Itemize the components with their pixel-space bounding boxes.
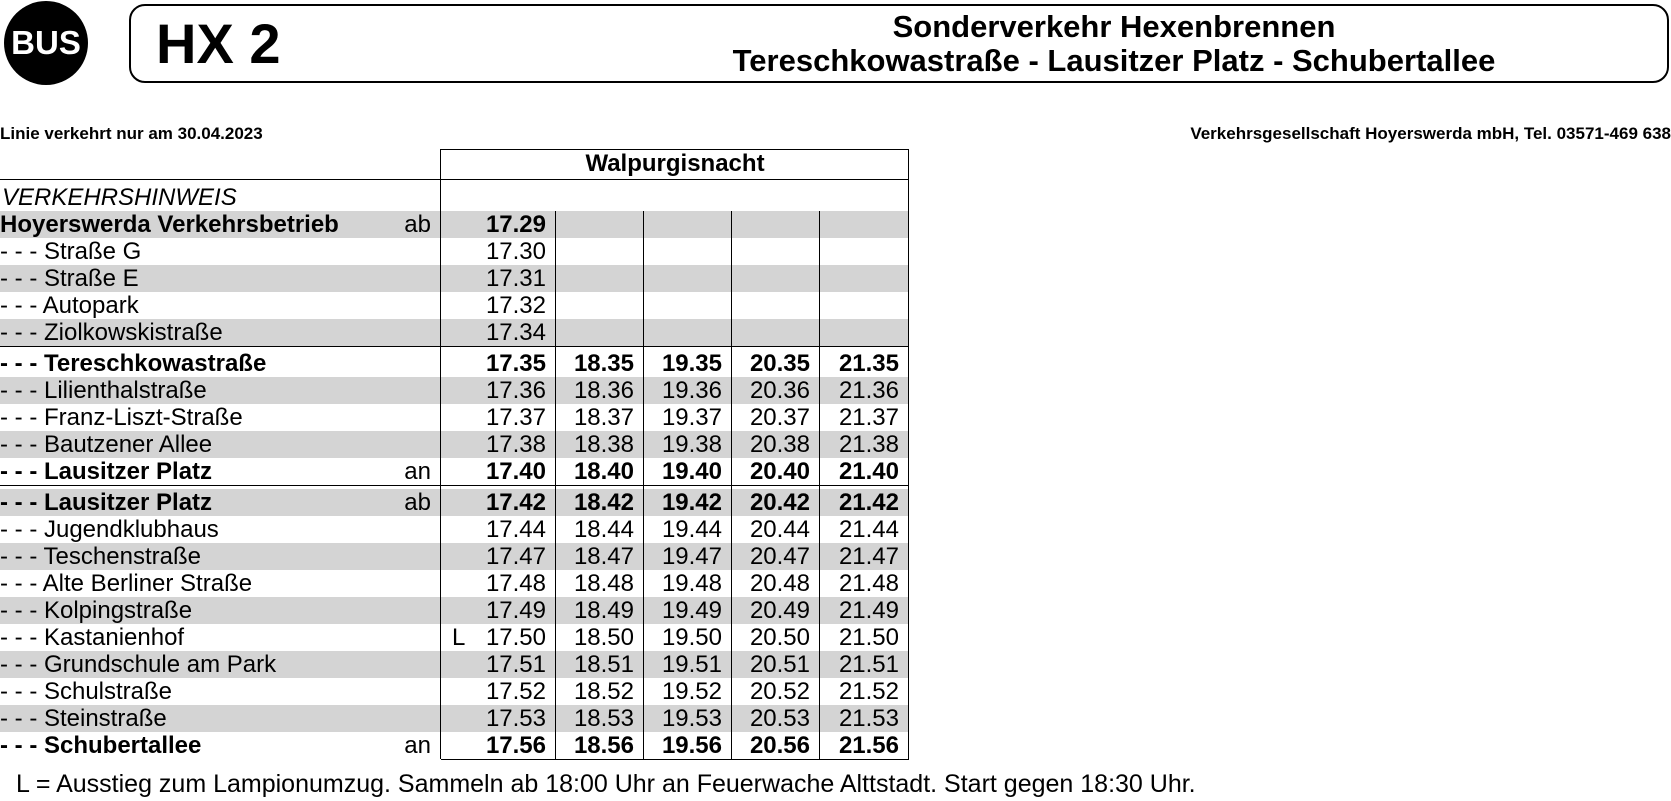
table-row — [0, 570, 909, 597]
table-row — [0, 431, 909, 458]
departure-time — [820, 292, 909, 319]
departure-time: 21.42 — [838, 489, 899, 516]
departure-time: 19.56 — [661, 732, 722, 759]
departure-time: 21.52 — [838, 678, 899, 705]
table-row — [0, 651, 909, 678]
stop-name: - - - Ziolkowskistraße — [0, 319, 223, 346]
stop-name: - - - Tereschkowastraße — [0, 350, 267, 377]
departure-time: 17.56 — [485, 732, 546, 759]
departure-time: 21.37 — [838, 404, 899, 431]
departure-time: 21.38 — [838, 431, 899, 458]
stop-direction: an — [404, 458, 431, 485]
stop-name: - - - Lausitzer Platz — [0, 489, 213, 516]
table-rule — [441, 759, 909, 760]
departure-time: 20.38 — [749, 431, 810, 458]
table-rule — [819, 211, 820, 759]
departure-time: 21.40 — [838, 458, 899, 485]
departure-time: 17.53 — [485, 705, 546, 732]
departure-time: 20.53 — [749, 705, 810, 732]
table-row — [0, 404, 909, 431]
departure-time: 21.56 — [838, 732, 899, 759]
stop-direction: ab — [404, 211, 431, 238]
departure-time: 19.50 — [661, 624, 722, 651]
table-row — [0, 292, 909, 319]
table-row — [0, 597, 909, 624]
departure-time: 19.44 — [661, 516, 722, 543]
stop-name: - - - Schubertallee — [0, 732, 202, 759]
departure-time: 21.51 — [838, 651, 899, 678]
table-rule — [731, 211, 732, 759]
table-rule — [908, 149, 909, 759]
stop-name: - - - Franz-Liszt-Straße — [0, 404, 243, 431]
footnote: L = Ausstieg zum Lampionumzug. Sammeln ab 18:00 Uhr an Feuerwache Alttstadt. Start gegen 18:30 Uhr. — [16, 770, 1196, 798]
table-row — [0, 458, 909, 485]
departure-time: 20.35 — [749, 350, 810, 377]
departure-time — [732, 265, 820, 292]
departure-time: 17.44 — [485, 516, 546, 543]
departure-time: 18.35 — [573, 350, 634, 377]
stop-name: - - - Alte Berliner Straße — [0, 570, 253, 597]
stop-name: - - - Lausitzer Platz — [0, 458, 213, 485]
departure-time — [556, 211, 644, 238]
departure-time: 20.47 — [749, 543, 810, 570]
table-rule — [440, 149, 441, 759]
route-title-line2: Tereschkowastraße - Lausitzer Platz - Schubertallee — [732, 43, 1496, 78]
departure-time: 21.36 — [838, 377, 899, 404]
stop-name: - - - Kastanienhof — [0, 624, 185, 651]
departure-time: 18.44 — [573, 516, 634, 543]
table-row — [0, 350, 909, 377]
departure-time: 18.40 — [573, 458, 634, 485]
table-row — [0, 678, 909, 705]
table-row — [0, 732, 909, 759]
departure-time: 19.49 — [661, 597, 722, 624]
departure-time: 18.48 — [573, 570, 634, 597]
departure-time: 20.48 — [749, 570, 810, 597]
departure-time: 21.49 — [838, 597, 899, 624]
departure-time: 17.38 — [485, 431, 546, 458]
departure-time: 17.36 — [485, 377, 546, 404]
departure-time: 19.40 — [661, 458, 722, 485]
departure-time: 20.49 — [749, 597, 810, 624]
departure-time: 17.47 — [485, 543, 546, 570]
departure-time: 17.50 — [485, 624, 546, 651]
departure-time: 17.32 — [485, 292, 546, 319]
departure-time: 18.50 — [573, 624, 634, 651]
departure-time: 17.37 — [485, 404, 546, 431]
departure-time: 21.44 — [838, 516, 899, 543]
departure-time — [556, 238, 644, 265]
stop-name: - - - Autopark — [0, 292, 139, 319]
validity-note: Linie verkehrt nur am 30.04.2023 — [0, 124, 263, 143]
table-rule — [0, 346, 909, 347]
departure-time: 19.48 — [661, 570, 722, 597]
departure-time: 21.35 — [838, 350, 899, 377]
table-row — [0, 624, 909, 651]
departure-time: 19.52 — [661, 678, 722, 705]
departure-time: 18.56 — [573, 732, 634, 759]
departure-time — [732, 211, 820, 238]
stop-direction: an — [404, 732, 431, 759]
departure-time: 17.52 — [485, 678, 546, 705]
departure-time: 18.36 — [573, 377, 634, 404]
departure-time: 18.42 — [573, 489, 634, 516]
table-row — [0, 211, 909, 238]
departure-time: 20.50 — [749, 624, 810, 651]
table-row — [0, 377, 909, 404]
departure-time: 18.47 — [573, 543, 634, 570]
departure-time — [644, 319, 732, 346]
stop-name: - - - Straße E — [0, 265, 139, 292]
departure-time: 20.56 — [749, 732, 810, 759]
operator-note: Verkehrsgesellschaft Hoyerswerda mbH, Tel. 03571-469 638 — [1190, 124, 1671, 143]
departure-time: 20.52 — [749, 678, 810, 705]
departure-time: 17.40 — [485, 458, 546, 485]
departure-time: 17.29 — [485, 211, 546, 238]
departure-time — [820, 211, 909, 238]
departure-time — [556, 319, 644, 346]
table-rule — [643, 211, 644, 759]
departure-time: 19.42 — [661, 489, 722, 516]
departure-time: 19.35 — [661, 350, 722, 377]
departure-time: 19.37 — [661, 404, 722, 431]
route-title-line1: Sonderverkehr Hexenbrennen — [892, 9, 1336, 44]
departure-time: 18.38 — [573, 431, 634, 458]
stop-name: - - - Straße G — [0, 238, 142, 265]
departure-time — [820, 319, 909, 346]
departure-time: 21.50 — [838, 624, 899, 651]
departure-time — [644, 238, 732, 265]
departure-time: 17.35 — [485, 350, 546, 377]
table-row — [0, 705, 909, 732]
departure-time — [556, 292, 644, 319]
departure-time: 18.49 — [573, 597, 634, 624]
notice-label: VERKEHRSHINWEIS — [2, 184, 237, 211]
departure-time: 21.47 — [838, 543, 899, 570]
stop-name: - - - Kolpingstraße — [0, 597, 193, 624]
departure-time: 19.36 — [661, 377, 722, 404]
timetable — [0, 149, 910, 759]
stop-name: - - - Bautzener Allee — [0, 431, 213, 458]
departure-time — [820, 238, 909, 265]
line-number: HX 2 — [156, 12, 281, 75]
route-header — [129, 4, 1669, 83]
table-rule — [555, 211, 556, 759]
departure-time: 20.44 — [749, 516, 810, 543]
departure-time: 18.37 — [573, 404, 634, 431]
stop-name: Hoyerswerda Verkehrsbetrieb — [0, 211, 339, 238]
departure-time — [644, 292, 732, 319]
table-row — [0, 543, 909, 570]
stop-name: - - - Schulstraße — [0, 678, 173, 705]
stop-name: - - - Steinstraße — [0, 705, 167, 732]
departure-time: 18.51 — [573, 651, 634, 678]
departure-time: 20.51 — [749, 651, 810, 678]
table-rule — [441, 149, 909, 150]
departure-time: 19.53 — [661, 705, 722, 732]
footnote-mark: L — [452, 624, 466, 651]
route-title — [561, 10, 1667, 78]
departure-time: 20.36 — [749, 377, 810, 404]
table-row — [0, 516, 909, 543]
bus-logo-icon: BUS — [4, 1, 88, 85]
departure-time — [820, 265, 909, 292]
departure-time: 19.47 — [661, 543, 722, 570]
departure-time: 17.34 — [485, 319, 546, 346]
departure-time: 19.38 — [661, 431, 722, 458]
table-row — [0, 489, 909, 516]
departure-time — [732, 238, 820, 265]
stop-direction: ab — [404, 489, 431, 516]
table-row — [0, 265, 909, 292]
departure-time — [644, 265, 732, 292]
stop-name: - - - Grundschule am Park — [0, 651, 277, 678]
section-title: Walpurgisnacht — [585, 150, 765, 177]
table-row — [0, 238, 909, 265]
departure-time: 17.49 — [485, 597, 546, 624]
departure-time: 17.51 — [485, 651, 546, 678]
departure-time — [556, 265, 644, 292]
stop-name: - - - Lilienthalstraße — [0, 377, 207, 404]
departure-time: 17.30 — [485, 238, 546, 265]
table-rule — [0, 485, 909, 486]
departure-time — [732, 292, 820, 319]
departure-time: 20.42 — [749, 489, 810, 516]
departure-time: 18.52 — [573, 678, 634, 705]
departure-time — [732, 319, 820, 346]
departure-time: 21.53 — [838, 705, 899, 732]
departure-time: 21.48 — [838, 570, 899, 597]
departure-time: 20.40 — [749, 458, 810, 485]
departure-time: 17.48 — [485, 570, 546, 597]
departure-time: 17.31 — [485, 265, 546, 292]
departure-time — [644, 211, 732, 238]
departure-time: 18.53 — [573, 705, 634, 732]
departure-time: 19.51 — [661, 651, 722, 678]
table-row — [0, 319, 909, 346]
stop-name: - - - Teschenstraße — [0, 543, 201, 570]
departure-time: 20.37 — [749, 404, 810, 431]
stop-name: - - - Jugendklubhaus — [0, 516, 219, 543]
departure-time: 17.42 — [485, 489, 546, 516]
